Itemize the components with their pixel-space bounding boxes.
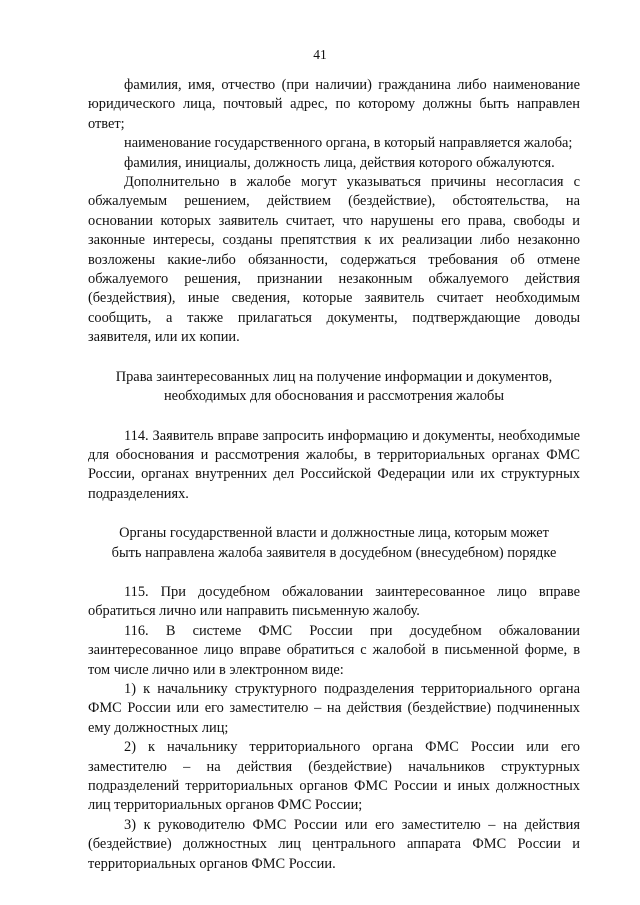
section-heading-rights-line1: Права заинтересованных лиц на получение информации и документов, (115, 368, 553, 385)
list-item-2: 2) к начальнику территориального органа ФМС России или его заместителю – на действия (бездействие) начальников структурных подразделений территориальных органов ФМС России и иных должностных лиц территориальных органов ФМС России; (88, 739, 580, 814)
section-heading-rights-line2: необходимых для обоснования и рассмотрения жалобы (163, 388, 505, 405)
list-item-1: 1) к начальнику структурного подразделения территориального органа ФМС России или его заместителю – на действия (бездействие) подчиненных ему должностных лиц; (88, 680, 580, 736)
page-content (88, 76, 580, 874)
section-heading-authorities-line2: быть направлена жалоба заявителя в досудебном (внесудебном) порядке (111, 544, 557, 561)
list-item-3: 3) к руководителю ФМС России или его заместителю – на действия (бездействие) должностных лиц центрального аппарата ФМС России и территориальных органов ФМС России. (88, 816, 580, 872)
page-number: 41 (313, 47, 327, 62)
paragraph-additional-info: Дополнительно в жалобе могут указываться причины несогласия с обжалуемым решением, действием (бездействие), обстоятельства, на основании которых заявитель считает, что нарушены его права, свободы и законные интересы, созданы препятствия к их реализации либо незаконно возложены какие-либо обязанности, содержаться требования об отмене обжалуемого решения, признании незаконным обжалуемого действия (бездействия), иные сведения, которые заявитель считает необходимым сообщить, а также прилагаться документы, подтверждающие доводы заявителя, или их копии. (88, 174, 580, 346)
section-heading-rights (88, 368, 580, 407)
paragraph-114: 114. Заявитель вправе запросить информацию и документы, необходимые для обоснования и рассмотрения жалобы, в территориальных органах ФМС России, органах внутренних дел Российской Федерации или их структурных подразделениях. (88, 427, 580, 502)
section-heading-authorities-line1: Органы государственной власти и должностные лица, которым может (119, 525, 549, 542)
paragraph-authority-name: наименование государственного органа, в который направляется жалоба; (124, 135, 573, 152)
paragraph-115: 115. При досудебном обжаловании заинтересованное лицо вправе обратиться лично или направить письменную жалобу. (88, 583, 580, 620)
paragraph-applicant-name: фамилия, имя, отчество (при наличии) гражданина либо наименование юридического лица, почтовый адрес, по которому должны быть направлен ответ; (88, 77, 580, 132)
paragraph-official-name: фамилия, инициалы, должность лица, действия которого обжалуются. (124, 154, 555, 171)
paragraph-116: 116. В системе ФМС России при досудебном обжаловании заинтересованное лицо вправе обратиться с жалобой в письменной форме, в том числе лично или в электронном виде: (88, 622, 580, 678)
section-heading-authorities (88, 524, 580, 563)
